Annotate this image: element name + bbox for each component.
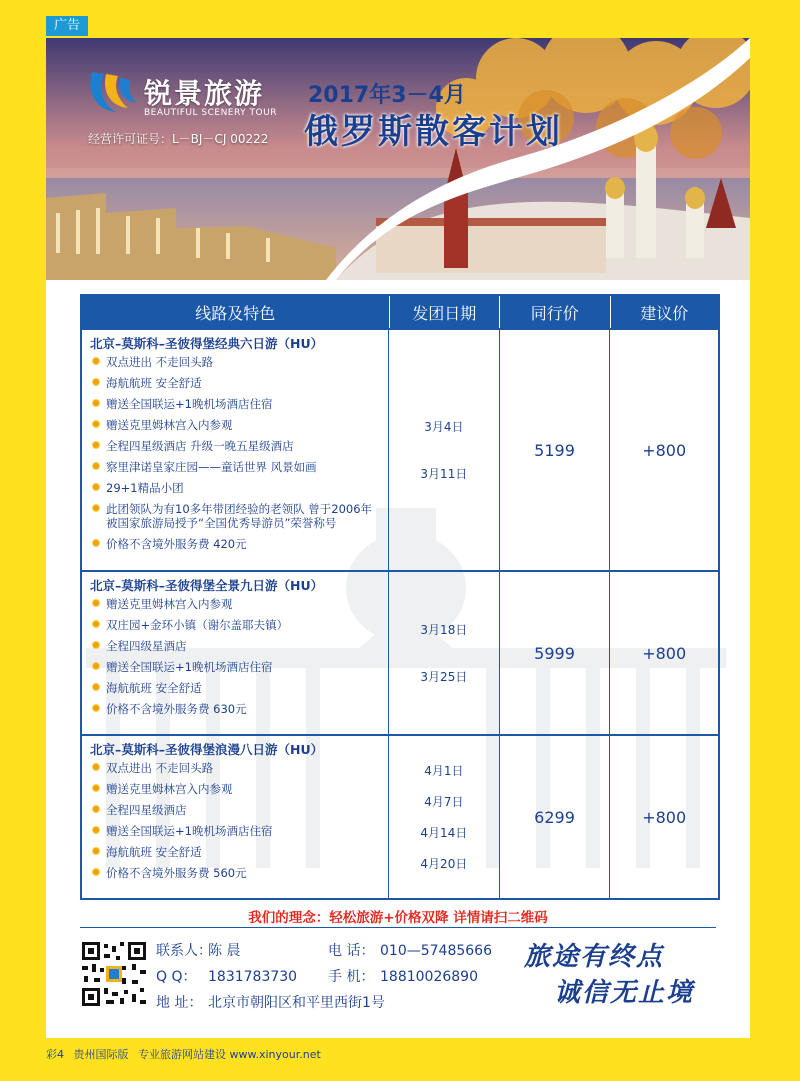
feature-text: 海航航班 安全舒适 — [106, 681, 202, 695]
feature-text: 全程四星级酒店 升级一晚五星级酒店 — [106, 439, 294, 453]
edition-name: 贵州国际版 — [73, 1048, 129, 1061]
peer-price-cell — [500, 736, 611, 898]
feature-item — [90, 761, 382, 775]
suggested-price-cell — [610, 572, 718, 734]
date-cell — [389, 572, 500, 734]
departure-date: 4月20日 — [420, 857, 468, 871]
bullet-icon — [92, 662, 100, 670]
feature-text: 双点进出 不走回头路 — [106, 761, 214, 775]
ad-tag: 广告 — [46, 16, 88, 36]
route-title: 北京–莫斯科–圣彼得堡经典六日游（HU） — [90, 336, 324, 351]
bullet-icon — [92, 704, 100, 712]
brand-logo-icon — [84, 68, 140, 116]
feature-text: 全程四星级酒店 — [106, 803, 187, 817]
contact-qq-value[interactable]: 1831783730 — [208, 969, 298, 985]
route-cell — [82, 572, 389, 734]
feature-item — [90, 502, 382, 530]
header-route: 线路及特色 — [82, 296, 390, 328]
feature-item — [90, 397, 382, 411]
feature-item — [90, 660, 382, 674]
table-header — [82, 296, 718, 328]
feature-text: 赠送全国联运+1晚机场酒店住宿 — [106, 397, 273, 411]
feature-text: 价格不含境外服务费 420元 — [106, 537, 247, 551]
route-title: 北京–莫斯科–圣彼得堡全景九日游（HU） — [90, 578, 324, 593]
route-cell — [82, 330, 389, 570]
feature-item — [90, 702, 382, 716]
bullet-icon — [92, 826, 100, 834]
feature-item — [90, 782, 382, 796]
departure-date: 3月11日 — [420, 467, 468, 481]
feature-item — [90, 639, 382, 653]
feature-item — [90, 824, 382, 838]
bullet-icon — [92, 683, 100, 691]
footer-text[interactable]: 专业旅游网站建设 www.xinyour.net — [138, 1048, 321, 1061]
header-peer-price: 同行价 — [500, 296, 610, 328]
plan-title: 俄罗斯散客计划 — [304, 112, 563, 152]
bullet-icon — [92, 847, 100, 855]
feature-text: 29+1精品小团 — [106, 481, 184, 495]
feature-text: 察里津诺皇家庄园——童话世界 风景如画 — [106, 460, 317, 474]
departure-date: 4月1日 — [424, 764, 464, 778]
header-date: 发团日期 — [390, 296, 500, 328]
suggested-price: +800 — [642, 440, 687, 460]
contact-phone — [328, 940, 492, 960]
feature-item — [90, 597, 382, 611]
suggested-price-cell — [610, 330, 718, 570]
feature-text: 全程四级星酒店 — [106, 639, 187, 653]
peer-price: 5999 — [534, 643, 575, 663]
bullet-icon — [92, 441, 100, 449]
contact-address-value: 北京市朝阳区和平里西街1号 — [208, 995, 385, 1011]
feature-text: 双庄园+金环小镇（谢尔盖耶夫镇） — [106, 618, 289, 632]
brand-name-en: BEAUTIFUL SCENERY TOUR — [144, 108, 277, 118]
suggested-price-cell — [610, 736, 718, 898]
route-title: 北京–莫斯科–圣彼得堡浪漫八日游（HU） — [90, 742, 324, 757]
feature-text: 赠送克里姆林宫入内参观 — [106, 782, 233, 796]
brand-name: 锐景旅游 — [144, 77, 265, 110]
plan-date: 2017年3－4月 — [308, 83, 466, 108]
bullet-icon — [92, 620, 100, 628]
peer-price-cell — [500, 330, 611, 570]
page-number: 彩4 — [46, 1048, 64, 1061]
feature-text: 海航航班 安全舒适 — [106, 845, 202, 859]
feature-item — [90, 376, 382, 390]
feature-item — [90, 845, 382, 859]
date-cell — [389, 330, 500, 570]
qr-code[interactable] — [80, 940, 148, 1008]
feature-item — [90, 460, 382, 474]
contact-person — [156, 940, 240, 960]
peer-price: 5199 — [534, 440, 575, 460]
bullet-icon — [92, 763, 100, 771]
hero-banner — [46, 38, 750, 280]
slogan-line-2: 诚信无止境 — [554, 978, 695, 1008]
bullet-icon — [92, 378, 100, 386]
bullet-icon — [92, 483, 100, 491]
departure-date: 3月25日 — [420, 670, 468, 684]
slogan-line-1: 旅途有终点 — [524, 942, 665, 972]
bullet-icon — [92, 784, 100, 792]
feature-item — [90, 866, 382, 880]
company-motto: 我们的理念：轻松旅游+价格双降 详情请扫二维码 — [248, 910, 548, 926]
bullet-icon — [92, 539, 100, 547]
table-row — [82, 734, 718, 898]
feature-text: 价格不含境外服务费 560元 — [106, 866, 247, 880]
bullet-icon — [92, 641, 100, 649]
feature-text: 赠送克里姆林宫入内参观 — [106, 597, 233, 611]
contact-person-label: 联系人： — [156, 943, 212, 959]
bullet-icon — [92, 357, 100, 365]
departure-date: 3月18日 — [420, 623, 468, 637]
table-row — [82, 570, 718, 734]
divider — [80, 927, 716, 928]
contact-qq-label: Q Q： — [156, 969, 197, 985]
contact-qq — [156, 966, 297, 986]
suggested-price: +800 — [642, 807, 687, 827]
feature-item — [90, 803, 382, 817]
suggested-price: +800 — [642, 643, 687, 663]
date-cell — [389, 736, 500, 898]
feature-text: 双点进出 不走回头路 — [106, 355, 214, 369]
contact-phone-value[interactable]: 010—57485666 — [380, 943, 492, 959]
feature-item — [90, 537, 382, 551]
page-footer — [46, 1046, 321, 1062]
feature-item — [90, 355, 382, 369]
feature-text: 海航航班 安全舒适 — [106, 376, 202, 390]
tour-table — [80, 294, 720, 900]
bullet-icon — [92, 599, 100, 607]
table-row — [82, 328, 718, 570]
contact-mobile-value[interactable]: 18810026890 — [380, 969, 478, 985]
contact-phone-label: 电 话： — [328, 943, 375, 959]
bullet-icon — [92, 462, 100, 470]
feature-text: 赠送克里姆林宫入内参观 — [106, 418, 233, 432]
contact-mobile — [328, 966, 478, 986]
feature-item — [90, 418, 382, 432]
contact-mobile-label: 手 机： — [328, 969, 375, 985]
peer-price-cell — [500, 572, 611, 734]
contact-person-value: 陈 晨 — [208, 943, 241, 959]
departure-date: 3月4日 — [424, 420, 464, 434]
departure-date: 4月7日 — [424, 795, 464, 809]
feature-text: 赠送全国联运+1晚机场酒店住宿 — [106, 824, 273, 838]
feature-item — [90, 439, 382, 453]
feature-text: 此团领队为有10多年带团经验的老领队 曾于2006年被国家旅游局授予“全国优秀导游员”荣誉称号 — [106, 502, 373, 530]
peer-price: 6299 — [534, 807, 575, 827]
bullet-icon — [92, 399, 100, 407]
feature-text: 赠送全国联运+1晚机场酒店住宿 — [106, 660, 273, 674]
header-suggested-price: 建议价 — [640, 303, 689, 323]
bullet-icon — [92, 805, 100, 813]
advert-page — [46, 38, 750, 1038]
feature-item — [90, 481, 382, 495]
bullet-icon — [92, 504, 100, 512]
feature-text: 价格不含境外服务费 630元 — [106, 702, 247, 716]
route-cell — [82, 736, 389, 898]
feature-item — [90, 681, 382, 695]
departure-date: 4月14日 — [420, 826, 468, 840]
contact-address — [156, 992, 385, 1012]
feature-item — [90, 618, 382, 632]
bullet-icon — [92, 868, 100, 876]
contact-address-label: 地 址： — [156, 995, 203, 1011]
license-number: 经营许可证号：L－BJ－CJ 00222 — [88, 132, 269, 146]
bullet-icon — [92, 420, 100, 428]
